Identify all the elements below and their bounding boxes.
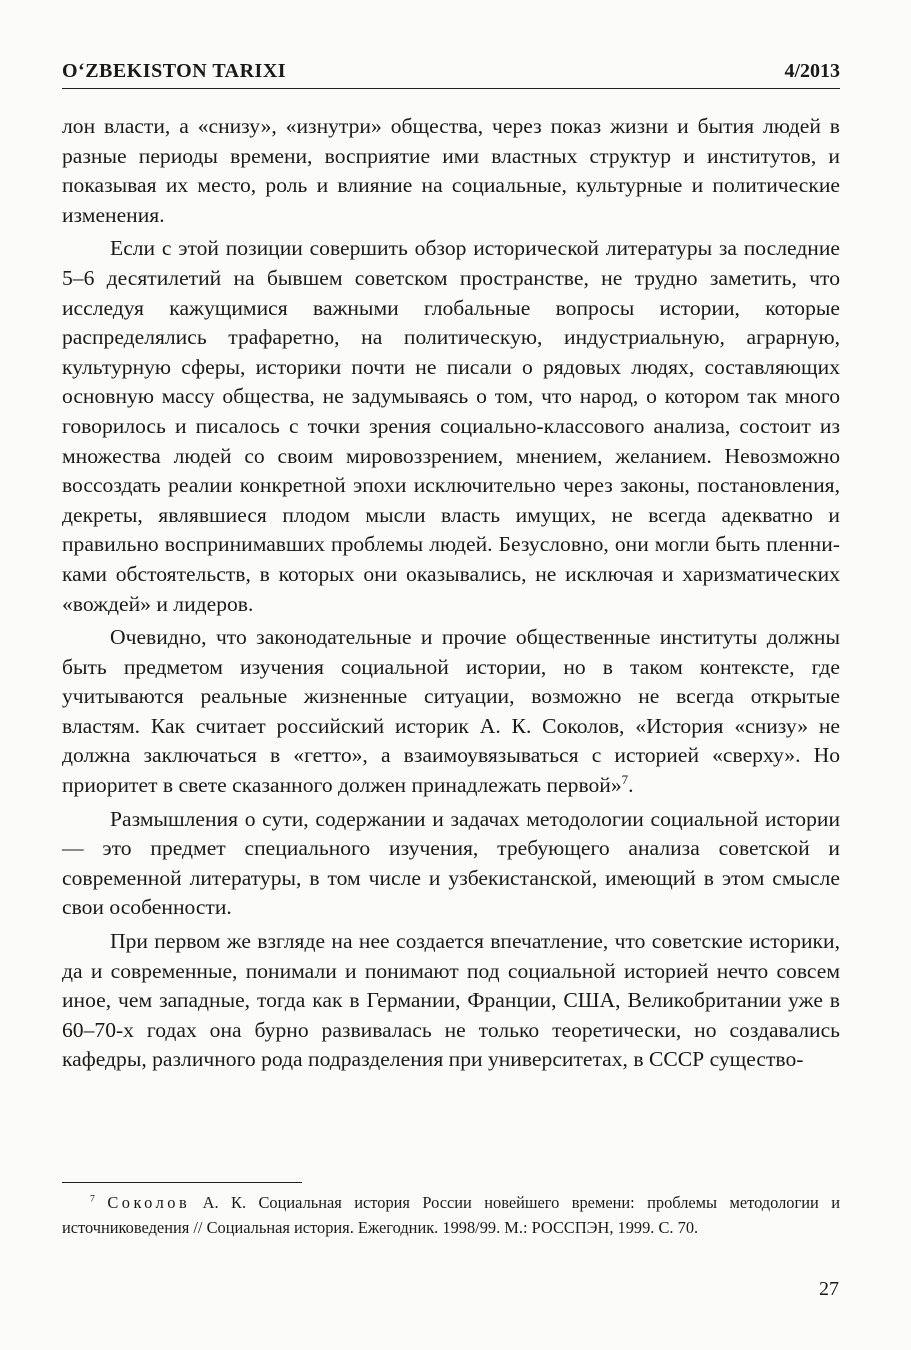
- paragraph-1: лон власти, а «снизу», «изнутри» общества, через показ жизни и бытия людей в разные периоды времени, восприятие ими властных структур и институтов, и показывая их место, роль и влияние на социальные, культурные и политические изменения.: [62, 114, 840, 227]
- footnote-number: 7: [90, 1193, 95, 1205]
- footnote-author: Соколов: [107, 1193, 191, 1212]
- paragraph-2: Если с этой позиции совершить обзор исторической литературы за последние 5–6 десятилетий на бывшем советском пространстве, не трудно заметить, что исследуя кажущимися важными глобальные вопросы истории, которые распределялись трафаретно, на политическую, индустриальную, аграрную, культурную сферы, историки почти не писали о рядовых людях, составляющих основную массу общества, не задумываясь о том, что народ, о котором так много говорилось и писалось с точки зрения социально-классового анализа, состоит из множества людей со своим мировоззрением, мнением, желанием. Невозможно воссоздать реалии конкретной эпохи исключительно через законы, постановления, декреты, являвшиеся плодом мысли власть имущих, не всегда адекватно и правильно воспринимавших проблемы людей. Безусловно, они могли быть пленниками обстоятельств, в которых они оказывались, не исключая и харизматических «вождей» и лидеров.: [62, 236, 840, 616]
- paragraph-3: [62, 623, 840, 801]
- paragraph-4: Размышления о сути, содержании и задачах методологии социальной истории — это предмет специального изучения, требующего анализа советской и современной литературы, в том числе и узбекистанской, имеющий в этом смысле свои особенности.: [62, 806, 840, 920]
- paragraph-3-end: .: [628, 773, 634, 798]
- running-header: [62, 56, 840, 89]
- paragraph-5: При первом же взгляде на нее создается впечатление, что советские историки, да и современные, понимали и понимают под социальной историей нечто совсем иное, чем западные, тогда как в Германии, Франции, США, Великобритании уже в 60–70-х годах она бурно развивалась не только теоретически, но создавались кафедры, различного рода подразделения при университетах, в СССР существо-: [62, 929, 840, 1072]
- issue-number: 4/2013: [784, 60, 840, 82]
- journal-title: O‘ZBEKISTON TARIXI: [62, 60, 287, 82]
- footnote-reference[interactable]: 7: [621, 771, 629, 787]
- footnote-paragraph: [62, 1190, 840, 1240]
- footnote: [62, 1190, 840, 1240]
- page-number: 27: [819, 1278, 839, 1300]
- footnote-divider: [62, 1182, 302, 1183]
- footnote-text: А. К. Социальная история России новейшего времени: проблемы методологии и источниковедения // Социальная история. Ежегодник. 1998/99. М.: РОССПЭН, 1999. С. 70.: [62, 1193, 840, 1237]
- paragraph-3-text: Очевидно, что законодательные и прочие общественные институты должны быть предметом изучения социальной истории, но в таком контексте, где учитываются реальные жизненные ситуации, возможно не всегда открытые властям. Как считает российский историк А. К. Соколов, «История «снизу» не должна заключаться в «гетто», а взаимоувязываться с историей «сверху». Но приоритет в свете сказанного должен принадлежать первой»: [62, 625, 840, 798]
- article-body: [62, 112, 840, 1079]
